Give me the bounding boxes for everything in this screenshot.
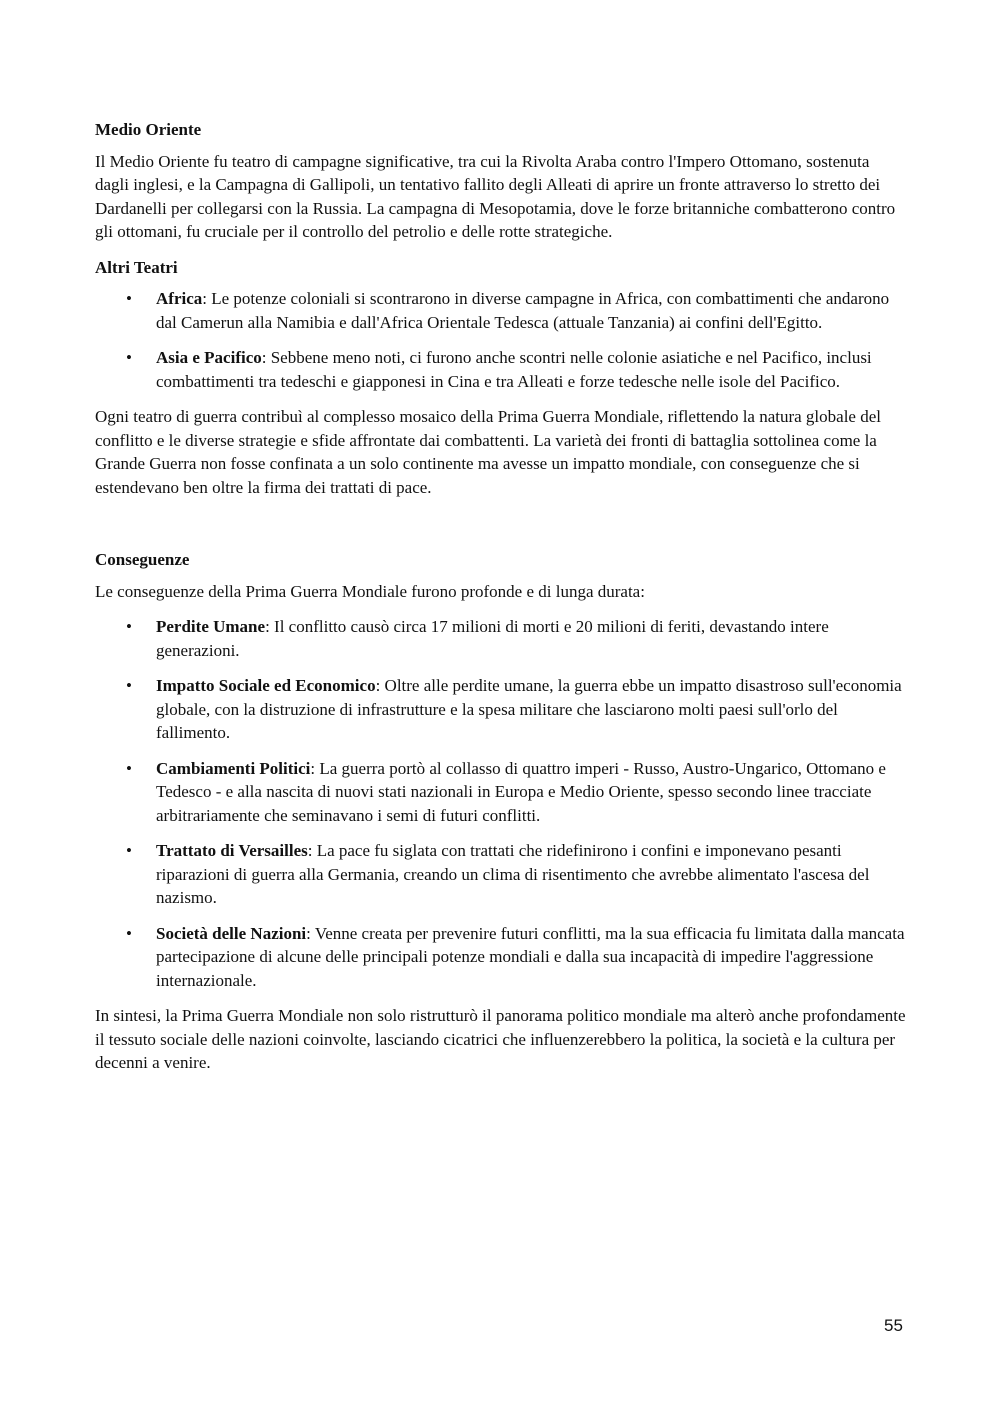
list-item-term: Cambiamenti Politici bbox=[156, 758, 311, 778]
list-item bbox=[95, 922, 907, 993]
list-item-text: : Venne creata per prevenire futuri conflitti, ma la sua efficacia fu limitata dalla mancata partecipazione di alcune delle principali potenze mondiali e dalla sua incapacità di impedire l'aggressione internazionale. bbox=[156, 923, 905, 990]
list-item-term: Impatto Sociale ed Economico bbox=[156, 676, 376, 695]
section-heading-altri-teatri: Altri Teatri bbox=[95, 257, 178, 277]
list-item-text: : La pace fu siglata con trattati che ridefinirono i confini e imponevano pesanti riparazioni di guerra alla Germania, creando un clima di risentimento che avrebbe alimentato l'ascesa del nazismo. bbox=[156, 841, 870, 907]
list-item bbox=[95, 287, 907, 334]
list-item bbox=[95, 839, 907, 910]
conseguenze-list bbox=[95, 615, 907, 992]
list-item-term: Trattato di Versailles bbox=[156, 841, 308, 860]
list-item-text: : La guerra portò al collasso di quattro imperi - Russo, Austro-Ungarico, Ottomano e Tedesco - e alla nascita di nuovi stati nazionali in Europa e Medio Oriente, spesso secondo linee tracciate arbitrariamente che seminavano i semi di futuri conflitti. bbox=[156, 758, 886, 825]
section-heading-medio-oriente: Medio Oriente bbox=[95, 120, 202, 139]
list-item-text: : Il conflitto causò circa 17 milioni di morti e 20 milioni di feriti, devastando intere generazioni. bbox=[156, 617, 829, 660]
bullet-icon: • bbox=[126, 841, 132, 860]
paragraph-conseguenze-intro: Le conseguenze della Prima Guerra Mondiale furono profonde e di lunga durata: bbox=[95, 581, 645, 601]
paragraph-medio-oriente: Il Medio Oriente fu teatro di campagne significative, tra cui la Rivolta Araba contro l'Impero Ottomano, sostenuta dagli inglesi, e la Campagna di Gallipoli, un tentativo fallito degli Alleati di aprire un fronte attraverso lo stretto dei Dardanelli per collegarsi con la Russia. La campagna di Mesopotamia, dove le forze britanniche combatterono contro gli ottomani, fu cruciale per il controllo del petrolio e delle rotte strategiche. bbox=[95, 151, 896, 241]
bullet-icon: • bbox=[126, 617, 132, 636]
altri-teatri-list bbox=[95, 287, 907, 393]
list-item-term: Società delle Nazioni bbox=[156, 923, 307, 943]
bullet-icon: • bbox=[126, 289, 132, 308]
list-item-term: Perdite Umane bbox=[156, 617, 266, 636]
page-content bbox=[95, 118, 907, 1087]
list-item-text: : Sebbene meno noti, ci furono anche scontri nelle colonie asiatiche e nel Pacifico, inclusi combattimenti tra tedeschi e giapponesi in Cina e tra Alleati e forze tedesche nelle isole del Pacifico. bbox=[156, 348, 872, 391]
page-number: 55 bbox=[884, 1316, 903, 1335]
section-spacer bbox=[95, 511, 907, 548]
bullet-icon: • bbox=[126, 676, 132, 695]
paragraph-conseguenze-closing: In sintesi, la Prima Guerra Mondiale non solo ristrutturò il panorama politico mondiale ma alterò anche profondamente il tessuto sociale delle nazioni coinvolte, lasciando cicatrici che influenzerebbero la politica, la società e la cultura per decenni a venire. bbox=[95, 1006, 906, 1072]
list-item bbox=[95, 757, 907, 828]
bullet-icon: • bbox=[126, 758, 132, 778]
bullet-icon: • bbox=[126, 923, 132, 943]
paragraph-altri-teatri-closing: Ogni teatro di guerra contribuì al complesso mosaico della Prima Guerra Mondiale, riflettendo la natura globale del conflitto e le diverse strategie e sfide affrontate dai combattenti. La varietà dei fronti di battaglia sottolinea come la Grande Guerra non fosse confinata a un solo continente ma avesse un impatto mondiale, con conseguenze che si estendevano ben oltre la firma dei trattati di pace. bbox=[95, 407, 881, 497]
list-item bbox=[95, 346, 907, 393]
bullet-icon: • bbox=[126, 348, 132, 367]
list-item-term: Asia e Pacifico bbox=[156, 348, 262, 367]
list-item-term: Africa bbox=[156, 289, 203, 308]
list-item-text: : Oltre alle perdite umane, la guerra ebbe un impatto disastroso sull'economia globale, con la distruzione di infrastrutture e la spesa militare che lasciarono molti paesi sull'orlo del fallimento. bbox=[156, 676, 902, 742]
list-item-text: : Le potenze coloniali si scontrarono in diverse campagne in Africa, con combattimenti che andarono dal Camerun alla Namibia e dall'Africa Orientale Tedesca (attuale Tanzania) ai confini dell'Egitto. bbox=[156, 289, 890, 332]
section-heading-conseguenze: Conseguenze bbox=[95, 550, 190, 569]
list-item bbox=[95, 615, 907, 662]
list-item bbox=[95, 674, 907, 745]
